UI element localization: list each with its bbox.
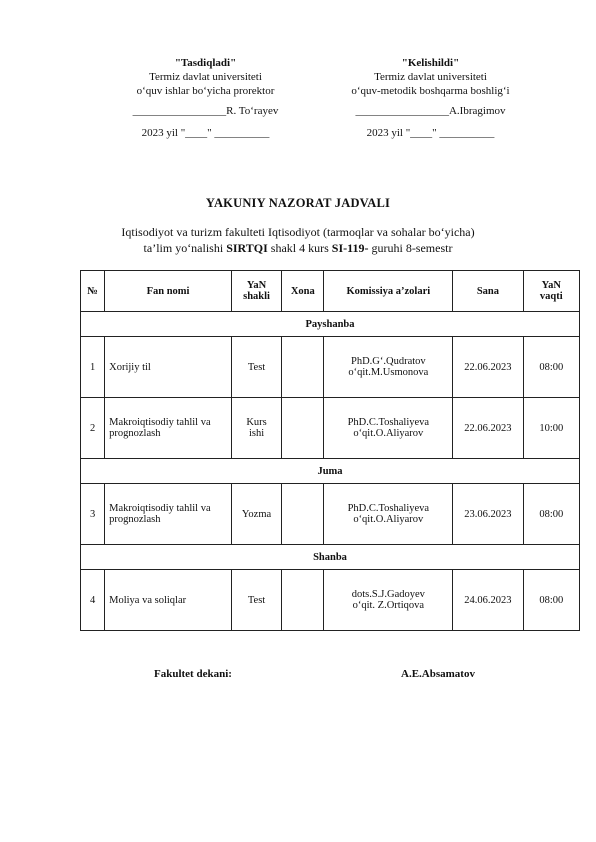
cell-form: Test (231, 570, 281, 631)
approval-heading: "Kelishildi" (401, 57, 460, 69)
approval-position: o‘quv ishlar bo‘yicha prorektor (136, 85, 275, 97)
cell-num: 3 (81, 484, 105, 545)
document-title: YAKUNIY NAZORAT JADVALI (205, 196, 391, 210)
approval-position: o‘quv-metodik boshqarma boshlig‘i (351, 85, 510, 97)
day-label: Payshanba (81, 312, 580, 337)
day-label: Juma (81, 459, 580, 484)
day-label: Shanba (81, 545, 580, 570)
dean-label: Fakultet dekani: (154, 668, 232, 680)
study-form: SIRTQI (226, 241, 268, 255)
approvals-block (98, 56, 538, 140)
approval-signature: _________________R. To‘rayev (132, 105, 279, 117)
cell-time: 08:00 (523, 570, 579, 631)
approval-right (323, 56, 538, 140)
dean-name: A.E.Absamatov (401, 668, 475, 680)
cell-time: 08:00 (523, 337, 579, 398)
day-row (81, 545, 580, 570)
approval-org: Termiz davlat universiteti (149, 71, 262, 83)
subtitle-line-1: Iqtisodiyot va turizm fakulteti Iqtisodiyot (tarmoqlar va sohalar bo‘yicha) (121, 225, 475, 239)
cell-room (282, 570, 324, 631)
cell-num: 1 (81, 337, 105, 398)
header-num: № (81, 271, 105, 312)
cell-room (282, 398, 324, 459)
subtitle-text: ta’lim yo‘nalishi (143, 241, 227, 255)
header-date: Sana (453, 271, 523, 312)
approval-date: 2023 yil "____" __________ (141, 127, 270, 139)
cell-num: 4 (81, 570, 105, 631)
group-code: SI-119- (331, 241, 369, 255)
subtitle-line-2 (0, 240, 596, 256)
cell-commission: PhD.G‘.Qudratov o‘qit.M.Usmonova (324, 337, 453, 398)
cell-num: 2 (81, 398, 105, 459)
table-row (81, 398, 580, 459)
cell-subject: Makroiqtisodiy tahlil va prognozlash (105, 398, 232, 459)
table-row (81, 570, 580, 631)
cell-room (282, 337, 324, 398)
cell-form: Kurs ishi (231, 398, 281, 459)
header-form: YaN shakli (231, 271, 281, 312)
approval-left (98, 56, 313, 140)
cell-form: Test (231, 337, 281, 398)
table-header-row (81, 271, 580, 312)
day-row (81, 312, 580, 337)
document-subtitle (0, 224, 596, 256)
cell-time: 08:00 (523, 484, 579, 545)
approval-date: 2023 yil "____" __________ (366, 127, 495, 139)
cell-commission: PhD.C.Toshaliyeva o‘qit.O.Aliyarov (324, 398, 453, 459)
cell-room (282, 484, 324, 545)
approval-org: Termiz davlat universiteti (374, 71, 487, 83)
table-body (81, 312, 580, 631)
subtitle-text: shakl 4 kurs (267, 241, 332, 255)
table-row (81, 484, 580, 545)
cell-subject: Xorijiy til (105, 337, 232, 398)
cell-date: 22.06.2023 (453, 398, 523, 459)
subtitle-text: guruhi 8-semestr (368, 241, 453, 255)
cell-date: 22.06.2023 (453, 337, 523, 398)
cell-commission: dots.S.J.Gadoyev o‘qit. Z.Ortiqova (324, 570, 453, 631)
approval-signature: _________________A.Ibragimov (355, 105, 506, 117)
table-row (81, 337, 580, 398)
approval-heading: "Tasdiqladi" (174, 57, 237, 69)
day-row (81, 459, 580, 484)
header-room: Xona (282, 271, 324, 312)
header-subject: Fan nomi (105, 271, 232, 312)
cell-commission: PhD.C.Toshaliyeva o‘qit.O.Aliyarov (324, 484, 453, 545)
header-commission: Komissiya a’zolari (324, 271, 453, 312)
cell-date: 23.06.2023 (453, 484, 523, 545)
cell-date: 24.06.2023 (453, 570, 523, 631)
cell-subject: Makroiqtisodiy tahlil va prognozlash (105, 484, 232, 545)
header-time: YaN vaqti (523, 271, 579, 312)
cell-time: 10:00 (523, 398, 579, 459)
cell-subject: Moliya va soliqlar (105, 570, 232, 631)
cell-form: Yozma (231, 484, 281, 545)
exam-schedule-table (80, 270, 580, 631)
